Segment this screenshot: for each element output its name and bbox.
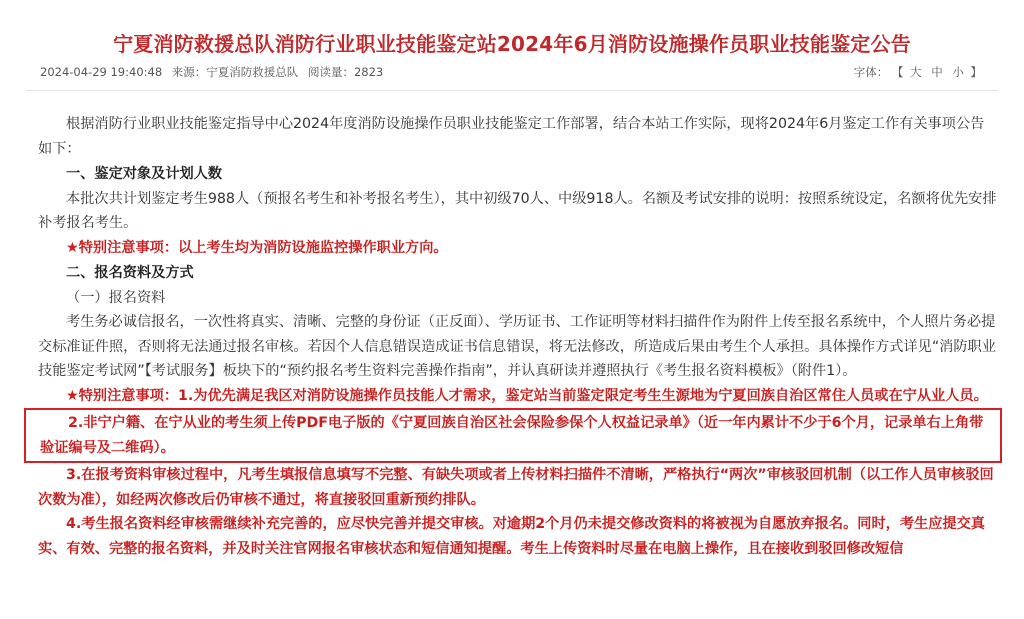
section-1-heading: 一、鉴定对象及计划人数	[66, 166, 223, 182]
font-size-control	[854, 64, 982, 80]
font-size-label: 字体：	[853, 65, 889, 79]
intro-paragraph: 根据消防行业职业技能鉴定指导中心2024年度消防设施操作员职业技能鉴定工作部署，结合本站工作实际，现将2024年6月鉴定工作有关事项公告如下：	[38, 116, 985, 157]
section-2-text: 考生务必诚信报名，一次性将真实、清晰、完整的身份证（正反面）、学历证书、工作证明等材料扫描件作为附件上传至报名系统中，个人照片务必提交标准证件照，否则将无法通过报名审核。若因个人信息错误造成证书信息错误，将无法修改，所造成后果由考生个人承担。具体操作方式详见“消防职业技能鉴定考试网”【考试服务】板块下的“预约报名考生资料完善操作指南”，并认真研读并遵照执行《考生报名资料模板》（附件1）。	[38, 314, 996, 379]
article-body	[38, 112, 998, 561]
section-2-subheading: （一）报名资料	[66, 289, 166, 306]
font-size-bracket-open: 【	[891, 65, 904, 79]
font-size-bracket-close: 】	[970, 65, 982, 79]
view-count-value: 2823	[353, 65, 384, 79]
article-source: 来源：宁夏消防救援总队	[171, 65, 299, 79]
section-1-text: 本批次共计划鉴定考生988人（预报名考生和补考报名考生），其中初级70人、中级918人。名额及考试安排的说明：按照系统设定，名额将优先安排补考报名考生。	[38, 190, 997, 231]
font-size-large-button[interactable]: 大	[910, 65, 922, 79]
view-count-label: 阅读量：	[307, 65, 354, 79]
page-title: 宁夏消防救援总队消防行业职业技能鉴定站2024年6月消防设施操作员职业技能鉴定公告	[113, 32, 911, 56]
font-size-medium-button[interactable]: 中	[931, 65, 943, 79]
special-notice-3: 3.在报考资料审核过程中，凡考生填报信息填写不完整、有缺失项或者上传材料扫描件不清晰，严格执行“两次”审核驳回机制（以工作人员审核驳回次数为准），如经两次修改后仍审核不通过，将直接驳回重新预约排队。	[38, 467, 994, 508]
section-1-notice: ★特别注意事项：以上考生均为消防设施监控操作职业方向。	[66, 239, 448, 256]
publish-date: 2024-04-29 19:40:48	[40, 65, 163, 79]
highlighted-notice-box	[24, 408, 1002, 463]
special-notice-4: 4.考生报名资料经审核需继续补充完善的，应尽快完善并提交审核。对逾期2个月仍未提交修改资料的将被视为自愿放弃报名。同时，考生应提交真实、有效、完整的报名资料，并及时关注官网报名审核状态和短信通知提醒。考生上传资料时尽量在电脑上操作，且在接收到驳回修改短信	[38, 516, 985, 557]
article-meta	[40, 64, 389, 80]
header-divider	[26, 90, 998, 91]
font-size-small-button[interactable]: 小	[952, 65, 964, 79]
special-notice-1: ★特别注意事项：1.为优先满足我区对消防设施操作员技能人才需求，鉴定站当前鉴定限定考生生源地为宁夏回族自治区常住人员或在宁从业人员。	[66, 387, 988, 404]
view-count	[308, 65, 383, 79]
special-notice-2: 2.非宁户籍、在宁从业的考生须上传PDF电子版的《宁夏回族自治区社会保险参保个人权益记录单》（近一年内累计不少于6个月，记录单右上角带验证编号及二维码）。	[40, 415, 984, 456]
section-2-heading: 二、报名资料及方式	[66, 265, 194, 281]
